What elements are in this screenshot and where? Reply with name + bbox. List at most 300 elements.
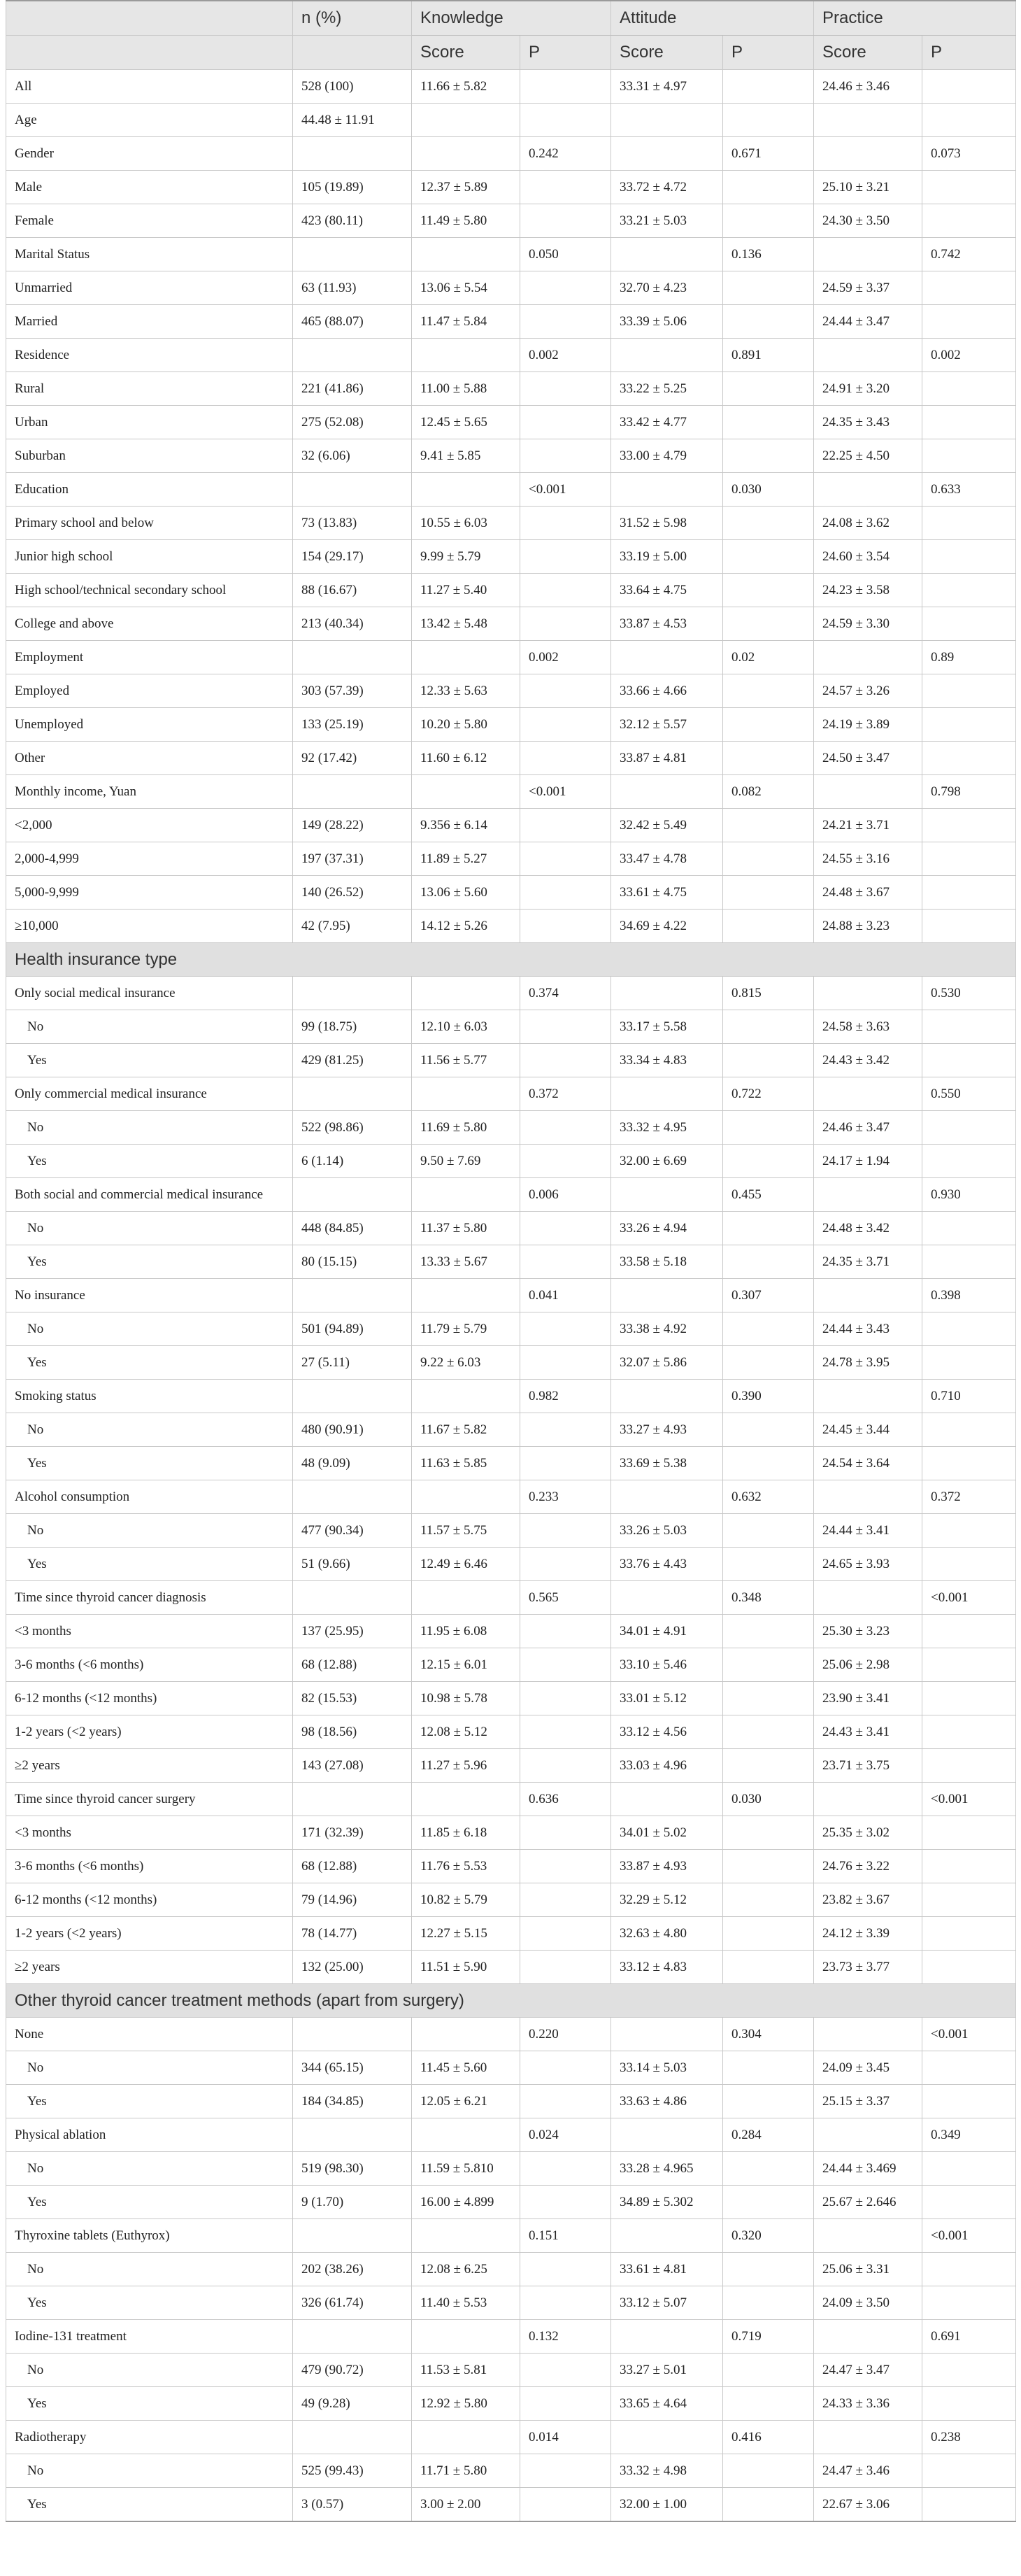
cell-knowledge-p: <0.001: [520, 473, 611, 507]
cell-attitude-p: 0.815: [723, 977, 814, 1010]
cell-n: 275 (52.08): [293, 406, 412, 439]
cell-practice-score: 24.08 ± 3.62: [814, 507, 922, 540]
row-label: All: [6, 70, 293, 104]
cell-attitude-p: [723, 1883, 814, 1917]
cell-knowledge-score: [412, 137, 520, 171]
cell-knowledge-score: 11.47 ± 5.84: [412, 305, 520, 339]
cell-knowledge-score: 12.10 ± 6.03: [412, 1010, 520, 1044]
cell-practice-score: 24.30 ± 3.50: [814, 204, 922, 238]
cell-attitude-p: [723, 104, 814, 137]
cell-attitude-p: [723, 1514, 814, 1548]
table-row: [6, 1044, 1016, 1077]
cell-practice-p: [922, 708, 1016, 742]
cell-knowledge-p: [520, 607, 611, 641]
cell-n: 528 (100): [293, 70, 412, 104]
cell-practice-p: [922, 2286, 1016, 2320]
table-row: [6, 473, 1016, 507]
cell-knowledge-p: [520, 910, 611, 943]
table-row: [6, 238, 1016, 271]
cell-practice-p: [922, 1749, 1016, 1783]
row-label: Yes: [6, 2488, 293, 2522]
cell-attitude-p: [723, 2286, 814, 2320]
cell-knowledge-p: [520, 1346, 611, 1380]
cell-practice-score: 24.12 ± 3.39: [814, 1917, 922, 1951]
cell-n: [293, 1077, 412, 1111]
table-row: [6, 1077, 1016, 1111]
table-row: [6, 574, 1016, 607]
cell-knowledge-score: 12.45 ± 5.65: [412, 406, 520, 439]
cell-practice-p: [922, 809, 1016, 842]
cell-practice-p: [922, 2354, 1016, 2387]
cell-practice-score: 24.47 ± 3.47: [814, 2354, 922, 2387]
cell-practice-p: [922, 204, 1016, 238]
cell-attitude-p: [723, 2488, 814, 2522]
table-row: [6, 1447, 1016, 1480]
table-row: [6, 1480, 1016, 1514]
cell-n: 78 (14.77): [293, 1917, 412, 1951]
cell-practice-p: [922, 104, 1016, 137]
cell-attitude-score: 33.38 ± 4.92: [611, 1312, 723, 1346]
cell-knowledge-score: 11.66 ± 5.82: [412, 70, 520, 104]
cell-attitude-score: 33.28 ± 4.965: [611, 2152, 723, 2186]
cell-attitude-p: 0.136: [723, 238, 814, 271]
cell-attitude-p: [723, 1245, 814, 1279]
cell-knowledge-p: [520, 1749, 611, 1783]
row-label: 1-2 years (<2 years): [6, 1917, 293, 1951]
cell-attitude-score: 32.29 ± 5.12: [611, 1883, 723, 1917]
cell-knowledge-score: 10.82 ± 5.79: [412, 1883, 520, 1917]
row-label: Education: [6, 473, 293, 507]
cell-attitude-score: 34.89 ± 5.302: [611, 2186, 723, 2219]
cell-attitude-score: 33.39 ± 5.06: [611, 305, 723, 339]
row-label: Yes: [6, 1548, 293, 1581]
cell-practice-p: 0.073: [922, 137, 1016, 171]
cell-attitude-p: [723, 2186, 814, 2219]
cell-practice-p: [922, 2051, 1016, 2085]
cell-knowledge-score: 11.79 ± 5.79: [412, 1312, 520, 1346]
cell-attitude-score: 34.69 ± 4.22: [611, 910, 723, 943]
cell-practice-score: 24.45 ± 3.44: [814, 1413, 922, 1447]
row-label: Married: [6, 305, 293, 339]
cell-knowledge-p: [520, 2286, 611, 2320]
row-label: ≥10,000: [6, 910, 293, 943]
header-knowledge-p: P: [520, 36, 611, 70]
row-label: Yes: [6, 1044, 293, 1077]
table-row: [6, 1145, 1016, 1178]
cell-practice-score: 24.48 ± 3.42: [814, 1212, 922, 1245]
cell-n: 501 (94.89): [293, 1312, 412, 1346]
cell-n: [293, 641, 412, 674]
cell-practice-score: [814, 1783, 922, 1816]
cell-attitude-score: 32.63 ± 4.80: [611, 1917, 723, 1951]
table-body: [6, 70, 1016, 2522]
cell-attitude-score: [611, 2421, 723, 2454]
row-label: Gender: [6, 137, 293, 171]
row-label: Yes: [6, 2186, 293, 2219]
cell-attitude-p: 0.722: [723, 1077, 814, 1111]
cell-practice-p: [922, 1883, 1016, 1917]
cell-knowledge-p: 0.242: [520, 137, 611, 171]
table-row: [6, 1682, 1016, 1715]
cell-attitude-p: [723, 1749, 814, 1783]
cell-attitude-p: [723, 742, 814, 775]
cell-knowledge-p: 0.151: [520, 2219, 611, 2253]
cell-practice-score: 24.35 ± 3.71: [814, 1245, 922, 1279]
cell-attitude-p: 0.719: [723, 2320, 814, 2354]
table-row: [6, 641, 1016, 674]
cell-knowledge-score: 12.37 ± 5.89: [412, 171, 520, 204]
cell-knowledge-p: 0.374: [520, 977, 611, 1010]
cell-practice-score: [814, 339, 922, 372]
cell-attitude-p: [723, 1413, 814, 1447]
cell-practice-score: 22.25 ± 4.50: [814, 439, 922, 473]
cell-practice-score: 24.78 ± 3.95: [814, 1346, 922, 1380]
cell-practice-p: [922, 1850, 1016, 1883]
cell-knowledge-p: 0.982: [520, 1380, 611, 1413]
cell-attitude-score: [611, 1480, 723, 1514]
cell-knowledge-score: 14.12 ± 5.26: [412, 910, 520, 943]
cell-attitude-score: 32.00 ± 6.69: [611, 1145, 723, 1178]
cell-attitude-score: [611, 473, 723, 507]
cell-knowledge-p: 0.132: [520, 2320, 611, 2354]
cell-knowledge-score: 11.76 ± 5.53: [412, 1850, 520, 1883]
cell-knowledge-score: 3.00 ± 2.00: [412, 2488, 520, 2522]
cell-attitude-p: 0.030: [723, 1783, 814, 1816]
cell-knowledge-score: 12.08 ± 6.25: [412, 2253, 520, 2286]
cell-knowledge-p: [520, 1212, 611, 1245]
cell-n: 326 (61.74): [293, 2286, 412, 2320]
cell-practice-p: [922, 876, 1016, 910]
cell-attitude-p: [723, 607, 814, 641]
table-row: [6, 70, 1016, 104]
cell-attitude-score: [611, 641, 723, 674]
cell-attitude-p: [723, 70, 814, 104]
cell-practice-p: <0.001: [922, 1581, 1016, 1615]
cell-attitude-p: 0.632: [723, 1480, 814, 1514]
cell-attitude-p: [723, 574, 814, 607]
cell-attitude-score: [611, 1279, 723, 1312]
cell-attitude-p: [723, 1648, 814, 1682]
table-row: [6, 2118, 1016, 2152]
cell-practice-score: 24.76 ± 3.22: [814, 1850, 922, 1883]
cell-n: 42 (7.95): [293, 910, 412, 943]
row-label: 2,000-4,999: [6, 842, 293, 876]
cell-knowledge-score: 11.67 ± 5.82: [412, 1413, 520, 1447]
cell-knowledge-p: [520, 1111, 611, 1145]
cell-knowledge-p: [520, 70, 611, 104]
cell-practice-score: 25.15 ± 3.37: [814, 2085, 922, 2118]
row-label: Suburban: [6, 439, 293, 473]
cell-attitude-p: [723, 1715, 814, 1749]
cell-n: 525 (99.43): [293, 2454, 412, 2488]
table-row: [6, 439, 1016, 473]
cell-attitude-score: 33.63 ± 4.86: [611, 2085, 723, 2118]
cell-attitude-p: [723, 1346, 814, 1380]
cell-knowledge-score: 9.50 ± 7.69: [412, 1145, 520, 1178]
cell-practice-p: [922, 674, 1016, 708]
cell-attitude-score: 33.12 ± 4.83: [611, 1951, 723, 1984]
cell-attitude-score: 33.22 ± 5.25: [611, 372, 723, 406]
cell-n: 480 (90.91): [293, 1413, 412, 1447]
cell-knowledge-score: 11.71 ± 5.80: [412, 2454, 520, 2488]
cell-knowledge-p: [520, 2387, 611, 2421]
cell-n: [293, 2421, 412, 2454]
cell-practice-p: <0.001: [922, 1783, 1016, 1816]
table-row: [6, 104, 1016, 137]
cell-practice-p: [922, 842, 1016, 876]
cell-attitude-p: [723, 1111, 814, 1145]
cell-n: 143 (27.08): [293, 1749, 412, 1783]
cell-attitude-p: [723, 540, 814, 574]
cell-knowledge-score: [412, 104, 520, 137]
cell-knowledge-score: [412, 2118, 520, 2152]
row-label: 5,000-9,999: [6, 876, 293, 910]
cell-attitude-p: [723, 1850, 814, 1883]
cell-knowledge-p: 0.050: [520, 238, 611, 271]
table-row: [6, 2320, 1016, 2354]
cell-practice-score: [814, 2118, 922, 2152]
cell-practice-p: [922, 1715, 1016, 1749]
row-label: ≥2 years: [6, 1749, 293, 1783]
cell-knowledge-score: 12.08 ± 5.12: [412, 1715, 520, 1749]
cell-practice-p: [922, 1615, 1016, 1648]
cell-practice-p: 0.742: [922, 238, 1016, 271]
cell-n: 68 (12.88): [293, 1648, 412, 1682]
row-label: 3-6 months (<6 months): [6, 1850, 293, 1883]
row-label: Smoking status: [6, 1380, 293, 1413]
cell-knowledge-p: [520, 1245, 611, 1279]
cell-knowledge-score: [412, 775, 520, 809]
row-label: 1-2 years (<2 years): [6, 1715, 293, 1749]
cell-n: [293, 2219, 412, 2253]
cell-n: 49 (9.28): [293, 2387, 412, 2421]
cell-knowledge-p: 0.636: [520, 1783, 611, 1816]
cell-n: 99 (18.75): [293, 1010, 412, 1044]
cell-practice-p: [922, 70, 1016, 104]
cell-n: 465 (88.07): [293, 305, 412, 339]
cell-attitude-score: 33.58 ± 5.18: [611, 1245, 723, 1279]
cell-practice-score: 24.55 ± 3.16: [814, 842, 922, 876]
cell-practice-score: [814, 2219, 922, 2253]
row-label: No: [6, 1514, 293, 1548]
cell-attitude-p: [723, 2085, 814, 2118]
cell-practice-p: 0.550: [922, 1077, 1016, 1111]
cell-practice-p: [922, 2152, 1016, 2186]
cell-n: 137 (25.95): [293, 1615, 412, 1648]
cell-practice-p: [922, 2488, 1016, 2522]
cell-attitude-score: [611, 977, 723, 1010]
cell-knowledge-score: [412, 1581, 520, 1615]
cell-n: [293, 1480, 412, 1514]
cell-knowledge-p: 0.220: [520, 2018, 611, 2051]
row-label: No: [6, 1413, 293, 1447]
cell-attitude-p: [723, 1917, 814, 1951]
row-label: Yes: [6, 2085, 293, 2118]
cell-practice-score: [814, 2018, 922, 2051]
cell-attitude-score: [611, 1581, 723, 1615]
cell-practice-score: 22.67 ± 3.06: [814, 2488, 922, 2522]
table-row: [6, 674, 1016, 708]
row-label: <3 months: [6, 1615, 293, 1648]
table-row: [6, 540, 1016, 574]
cell-knowledge-p: [520, 1951, 611, 1984]
cell-practice-p: [922, 1514, 1016, 1548]
cell-n: 51 (9.66): [293, 1548, 412, 1581]
cell-practice-p: 0.530: [922, 977, 1016, 1010]
cell-practice-p: [922, 1312, 1016, 1346]
cell-attitude-score: [611, 2219, 723, 2253]
cell-knowledge-score: [412, 1279, 520, 1312]
section-title: Other thyroid cancer treatment methods (apart from surgery): [6, 1984, 1016, 2018]
cell-practice-score: 24.58 ± 3.63: [814, 1010, 922, 1044]
table-row: [6, 742, 1016, 775]
cell-n: 448 (84.85): [293, 1212, 412, 1245]
cell-knowledge-score: [412, 473, 520, 507]
cell-knowledge-p: [520, 171, 611, 204]
cell-knowledge-score: 11.89 ± 5.27: [412, 842, 520, 876]
cell-knowledge-score: [412, 1783, 520, 1816]
cell-practice-score: 23.82 ± 3.67: [814, 1883, 922, 1917]
table-row: [6, 708, 1016, 742]
cell-attitude-p: [723, 439, 814, 473]
row-label: 6-12 months (<12 months): [6, 1883, 293, 1917]
table-row: [6, 910, 1016, 943]
cell-practice-p: 0.798: [922, 775, 1016, 809]
row-label: Physical ablation: [6, 2118, 293, 2152]
cell-practice-score: [814, 1581, 922, 1615]
cell-practice-p: [922, 1245, 1016, 1279]
cell-practice-score: 24.43 ± 3.42: [814, 1044, 922, 1077]
cell-practice-score: 24.59 ± 3.37: [814, 271, 922, 305]
cell-n: 221 (41.86): [293, 372, 412, 406]
cell-knowledge-score: [412, 1178, 520, 1212]
cell-attitude-p: [723, 1615, 814, 1648]
cell-attitude-score: 33.31 ± 4.97: [611, 70, 723, 104]
cell-knowledge-score: 13.06 ± 5.54: [412, 271, 520, 305]
cell-practice-score: 24.46 ± 3.46: [814, 70, 922, 104]
cell-knowledge-score: 10.98 ± 5.78: [412, 1682, 520, 1715]
cell-knowledge-p: [520, 2354, 611, 2387]
table-row: [6, 1749, 1016, 1783]
cell-n: 3 (0.57): [293, 2488, 412, 2522]
table-row: [6, 204, 1016, 238]
cell-knowledge-p: 0.041: [520, 1279, 611, 1312]
cell-attitude-p: [723, 204, 814, 238]
row-label: Rural: [6, 372, 293, 406]
cell-attitude-score: 33.21 ± 5.03: [611, 204, 723, 238]
row-label: Time since thyroid cancer surgery: [6, 1783, 293, 1816]
cell-attitude-score: [611, 775, 723, 809]
cell-practice-score: [814, 137, 922, 171]
cell-n: [293, 1783, 412, 1816]
cell-knowledge-p: [520, 1816, 611, 1850]
cell-n: 44.48 ± 11.91: [293, 104, 412, 137]
table-row: [6, 809, 1016, 842]
cell-practice-p: [922, 540, 1016, 574]
kap-results-table: [6, 0, 1016, 2522]
row-label: Urban: [6, 406, 293, 439]
cell-n: 98 (18.56): [293, 1715, 412, 1749]
cell-practice-p: 0.002: [922, 339, 1016, 372]
cell-practice-p: [922, 574, 1016, 607]
table-row: [6, 876, 1016, 910]
row-label: Thyroxine tablets (Euthyrox): [6, 2219, 293, 2253]
row-label: No: [6, 2051, 293, 2085]
row-label: <2,000: [6, 809, 293, 842]
cell-attitude-score: [611, 1178, 723, 1212]
cell-knowledge-p: [520, 1883, 611, 1917]
cell-attitude-score: 32.07 ± 5.86: [611, 1346, 723, 1380]
cell-knowledge-p: 0.002: [520, 339, 611, 372]
cell-practice-p: [922, 372, 1016, 406]
cell-knowledge-p: [520, 1715, 611, 1749]
cell-practice-p: [922, 910, 1016, 943]
cell-attitude-p: 0.671: [723, 137, 814, 171]
cell-knowledge-p: [520, 305, 611, 339]
cell-practice-p: [922, 271, 1016, 305]
cell-practice-score: 25.06 ± 2.98: [814, 1648, 922, 1682]
cell-attitude-p: 0.416: [723, 2421, 814, 2454]
cell-n: [293, 1279, 412, 1312]
cell-knowledge-p: [520, 1312, 611, 1346]
cell-attitude-score: 33.65 ± 4.64: [611, 2387, 723, 2421]
cell-attitude-p: 0.082: [723, 775, 814, 809]
row-label: Age: [6, 104, 293, 137]
cell-n: 82 (15.53): [293, 1682, 412, 1715]
row-label: Only social medical insurance: [6, 977, 293, 1010]
row-label: No: [6, 2152, 293, 2186]
row-label: Yes: [6, 1447, 293, 1480]
cell-practice-p: 0.930: [922, 1178, 1016, 1212]
cell-n: 133 (25.19): [293, 708, 412, 742]
row-label: 3-6 months (<6 months): [6, 1648, 293, 1682]
table-row: [6, 1615, 1016, 1648]
table-row: [6, 2354, 1016, 2387]
section-header-row: [6, 1984, 1016, 2018]
row-label: Yes: [6, 2387, 293, 2421]
table-row: [6, 137, 1016, 171]
cell-n: [293, 238, 412, 271]
cell-attitude-p: [723, 2051, 814, 2085]
cell-knowledge-score: [412, 2018, 520, 2051]
cell-attitude-score: 33.87 ± 4.93: [611, 1850, 723, 1883]
cell-attitude-score: 33.61 ± 4.81: [611, 2253, 723, 2286]
cell-practice-p: [922, 1447, 1016, 1480]
cell-practice-score: 24.43 ± 3.41: [814, 1715, 922, 1749]
table-row: [6, 1212, 1016, 1245]
cell-knowledge-score: 11.60 ± 6.12: [412, 742, 520, 775]
cell-knowledge-p: [520, 809, 611, 842]
row-label: Unmarried: [6, 271, 293, 305]
cell-practice-p: [922, 2253, 1016, 2286]
section-header-row: [6, 943, 1016, 977]
cell-attitude-p: [723, 910, 814, 943]
cell-practice-p: [922, 1044, 1016, 1077]
row-label: Monthly income, Yuan: [6, 775, 293, 809]
cell-knowledge-p: [520, 104, 611, 137]
cell-n: 88 (16.67): [293, 574, 412, 607]
cell-attitude-p: 0.02: [723, 641, 814, 674]
row-label: Female: [6, 204, 293, 238]
cell-practice-score: [814, 1380, 922, 1413]
cell-practice-score: 24.88 ± 3.23: [814, 910, 922, 943]
cell-practice-score: 24.60 ± 3.54: [814, 540, 922, 574]
cell-practice-score: [814, 473, 922, 507]
cell-attitude-score: 33.12 ± 5.07: [611, 2286, 723, 2320]
cell-practice-p: [922, 1548, 1016, 1581]
cell-practice-score: 24.44 ± 3.469: [814, 2152, 922, 2186]
cell-attitude-p: [723, 2354, 814, 2387]
